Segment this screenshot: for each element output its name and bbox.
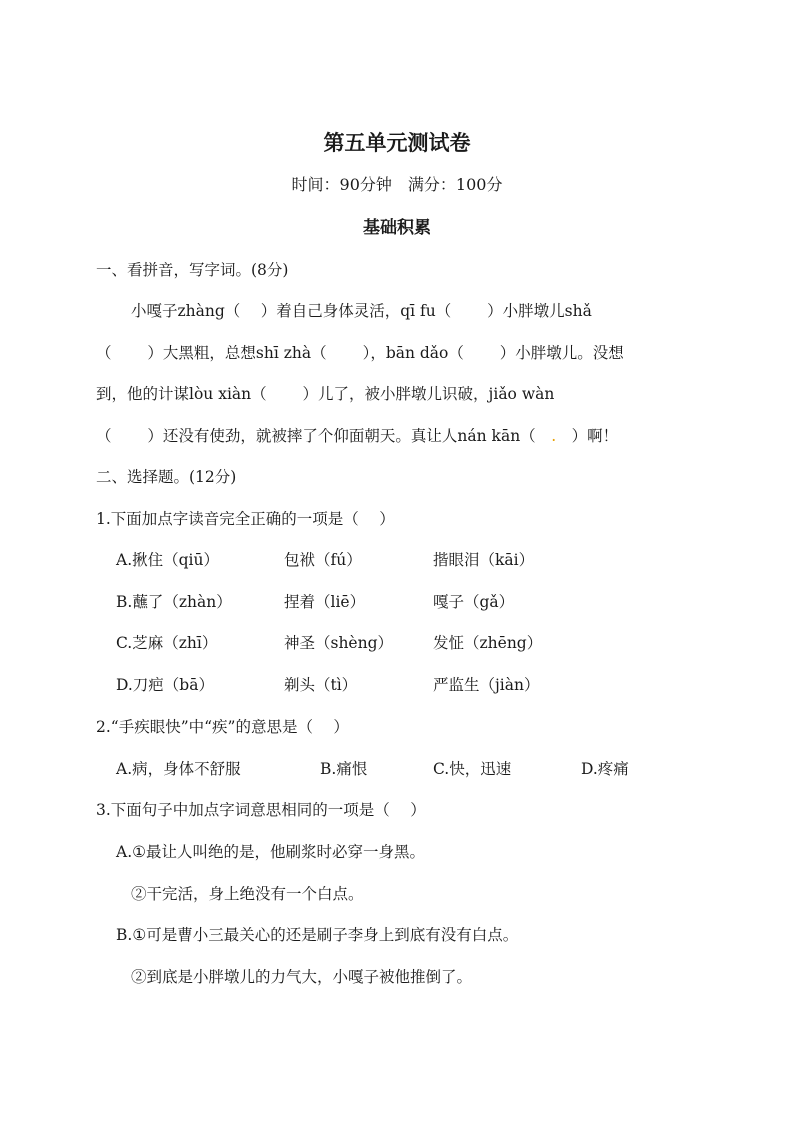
option-cell: 揩眼泪（kāi） [433,551,535,569]
option-cell: 发怔（zhēng） [433,634,543,652]
option-cell: B.蘸了（zhàn） [116,593,232,611]
option-cell: 捏着（liē） [284,593,366,611]
question-1-line: （ ）大黑粗，总想shī zhà（ ），bān dǎo（ ）小胖墩儿。没想 [96,344,624,362]
option-cell: 神圣（shèng） [284,634,394,652]
option-cell: 包袱（fú） [284,551,362,569]
sub-question-2: 2.“手疾眼快”中“疾”的意思是（ ） [96,718,349,736]
exam-time-score: 时间：90分钟 满分：100分 [291,175,503,194]
question-1-line: 到，他的计谋lòu xiàn（ ）儿了，被小胖墩儿识破，jiǎo wàn [96,385,555,403]
option-cell: C.芝麻（zhī） [116,634,218,652]
sub-question-3-line: B.①可是曹小三最关心的还是刷子李身上到底有没有白点。 [116,926,519,944]
option-cell: 剃头（tì） [284,676,358,694]
option-cell: A.揪住（qiū） [116,551,219,569]
sub-question-3-line: A.①最让人叫绝的是，他刷浆时必穿一身黑。 [116,843,426,861]
question-1-line [96,423,618,449]
question-1-heading: 一、看拼音，写字词。(8分) [96,261,289,279]
sub-question-1: 1.下面加点字读音完全正确的一项是（ ） [96,510,395,528]
option-cell: D.刀疤（bā） [116,676,214,694]
option-cell: A.病，身体不舒服 [116,760,241,778]
question-1-line-end: ）啊！ [556,427,619,445]
option-cell: D.疼痛 [581,760,629,778]
option-cell: 严监生（jiàn） [433,676,540,694]
option-cell: 嘎子（gǎ） [433,593,515,611]
question-1-line: 小嘎子zhàng（ ）着自己身体灵活，qī fu（ ）小胖墩儿shǎ [131,302,592,320]
page-title: 第五单元测试卷 [323,130,471,155]
section-title: 基础积累 [363,218,431,238]
sub-question-3-line: ②干完活，身上绝没有一个白点。 [131,885,364,903]
question-1-line-text: （ ）还没有使劲，就被摔了个仰面朝天。真让人nán kān（ [96,427,552,445]
option-cell: B.痛恨 [320,760,368,778]
emphasis-dot: . [551,427,557,445]
option-cell: C.快，迅速 [433,760,512,778]
sub-question-3: 3.下面句子中加点字词意思相同的一项是（ ） [96,801,426,819]
question-2-heading: 二、选择题。(12分) [96,468,237,486]
sub-question-3-line: ②到底是小胖墩儿的力气大，小嘎子被他推倒了。 [131,968,473,986]
